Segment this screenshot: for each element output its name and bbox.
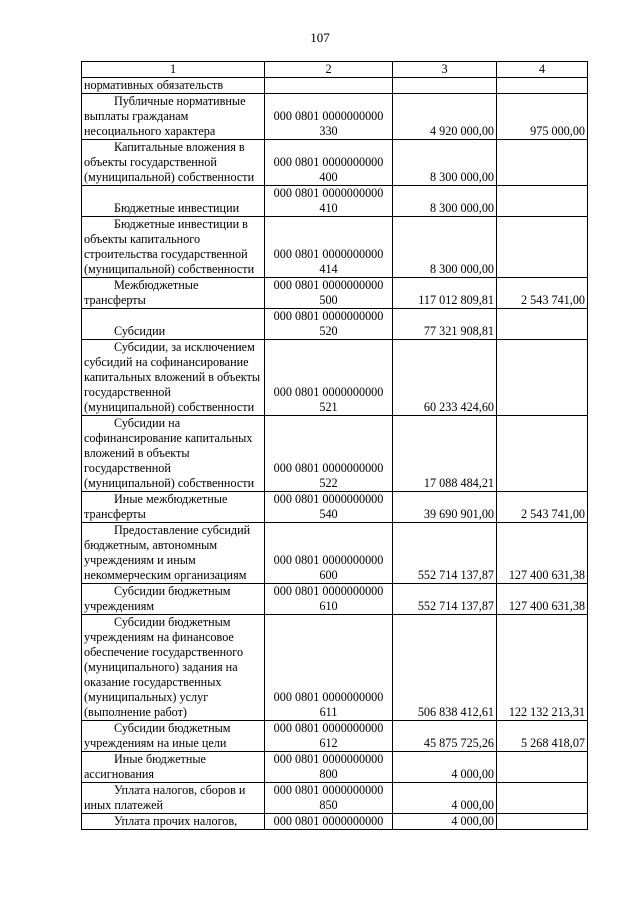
row-code-suffix: 610 xyxy=(319,599,338,613)
table-row xyxy=(82,78,588,94)
table-row xyxy=(82,615,588,721)
row-description-text: Иные бюджетные ассигнования xyxy=(84,752,206,781)
row-code xyxy=(265,492,393,523)
table-row xyxy=(82,340,588,416)
row-amount: 117 012 809,81 xyxy=(393,278,497,309)
row-amount-2: 975 000,00 xyxy=(497,94,588,140)
row-description xyxy=(82,78,265,94)
column-header: 1 xyxy=(82,62,265,78)
row-description-text: Субсидии на софинансирование капитальных вложений в объекты государственной (муниципальной) собственности xyxy=(84,416,255,490)
row-amount: 8 300 000,00 xyxy=(393,140,497,186)
row-code-suffix: 400 xyxy=(319,170,338,184)
table-row xyxy=(82,416,588,492)
row-code xyxy=(265,615,393,721)
row-amount-2: 2 543 741,00 xyxy=(497,492,588,523)
row-amount-2 xyxy=(497,416,588,492)
table-row xyxy=(82,752,588,783)
row-amount-2: 5 268 418,07 xyxy=(497,721,588,752)
row-description-text: Уплата прочих налогов, xyxy=(114,814,238,828)
column-header: 4 xyxy=(497,62,588,78)
row-description xyxy=(82,217,265,278)
row-code xyxy=(265,186,393,217)
row-description xyxy=(82,783,265,814)
row-code xyxy=(265,523,393,584)
row-amount-2 xyxy=(497,78,588,94)
row-code-main: 000 0801 0000000000 xyxy=(273,783,384,797)
table-header-row xyxy=(82,62,588,78)
row-code xyxy=(265,78,393,94)
row-code xyxy=(265,752,393,783)
row-description-text: Субсидии, за исключением субсидий на софинансирование капитальных вложений в объекты государственной (муниципальной) собственности xyxy=(84,340,261,414)
row-amount: 552 714 137,87 xyxy=(393,523,497,584)
row-description-text: Капитальные вложения в объекты государственной (муниципальной) собственности xyxy=(84,140,255,184)
table-row xyxy=(82,783,588,814)
row-description-text: Субсидии бюджетным учреждениям на иные цели xyxy=(84,721,231,750)
row-code-suffix: 600 xyxy=(319,568,338,582)
row-code-main: 000 0801 0000000000 xyxy=(273,309,384,323)
table-row xyxy=(82,814,588,830)
row-description xyxy=(82,584,265,615)
row-description xyxy=(82,615,265,721)
row-code-suffix: 522 xyxy=(319,476,338,490)
row-code-main: 000 0801 0000000000 xyxy=(273,752,384,766)
row-description xyxy=(82,752,265,783)
row-amount: 77 321 908,81 xyxy=(393,309,497,340)
row-code-main: 000 0801 0000000000 xyxy=(273,109,384,123)
row-description xyxy=(82,94,265,140)
row-code-main: 000 0801 0000000000 xyxy=(273,721,384,735)
row-code-main: 000 0801 0000000000 xyxy=(273,461,384,475)
row-description xyxy=(82,186,265,217)
row-description xyxy=(82,523,265,584)
row-amount: 4 000,00 xyxy=(393,814,497,830)
row-description-text: Публичные нормативные выплаты гражданам несоциального характера xyxy=(84,94,246,138)
table-row xyxy=(82,309,588,340)
row-code-main: 000 0801 0000000000 xyxy=(273,690,384,704)
row-amount-2: 127 400 631,38 xyxy=(497,523,588,584)
row-code-main: 000 0801 0000000000 xyxy=(273,385,384,399)
row-amount-2 xyxy=(497,186,588,217)
row-amount xyxy=(393,78,497,94)
row-amount: 552 714 137,87 xyxy=(393,584,497,615)
row-code-suffix: 500 xyxy=(319,293,338,307)
row-amount-2 xyxy=(497,217,588,278)
row-code xyxy=(265,584,393,615)
table-row xyxy=(82,217,588,278)
row-amount: 39 690 901,00 xyxy=(393,492,497,523)
row-code-main: 000 0801 0000000000 xyxy=(273,186,384,200)
row-code-main: 000 0801 0000000000 xyxy=(273,553,384,567)
row-amount-2 xyxy=(497,752,588,783)
table-row xyxy=(82,140,588,186)
row-code-main: 000 0801 0000000000 xyxy=(273,247,384,261)
row-code-suffix: 330 xyxy=(319,124,338,138)
row-description-text: Межбюджетные трансферты xyxy=(84,278,199,307)
row-description-text: Бюджетные инвестиции xyxy=(114,201,240,215)
row-description xyxy=(82,416,265,492)
table-row xyxy=(82,721,588,752)
row-code xyxy=(265,309,393,340)
row-description xyxy=(82,278,265,309)
row-code xyxy=(265,94,393,140)
row-code xyxy=(265,217,393,278)
row-code xyxy=(265,814,393,830)
row-code-suffix: 800 xyxy=(319,767,338,781)
row-code-suffix: 410 xyxy=(319,201,338,215)
row-description xyxy=(82,814,265,830)
row-code xyxy=(265,416,393,492)
column-header: 2 xyxy=(265,62,393,78)
row-amount-2: 127 400 631,38 xyxy=(497,584,588,615)
table-row xyxy=(82,94,588,140)
row-description xyxy=(82,492,265,523)
row-amount: 8 300 000,00 xyxy=(393,186,497,217)
table-row xyxy=(82,278,588,309)
row-description xyxy=(82,721,265,752)
row-description-text: Субсидии xyxy=(114,324,166,338)
row-code-suffix: 540 xyxy=(319,507,338,521)
row-description xyxy=(82,340,265,416)
row-description-text: нормативных обязательств xyxy=(84,78,224,92)
row-code-main: 000 0801 0000000000 xyxy=(273,155,384,169)
row-amount: 4 000,00 xyxy=(393,783,497,814)
row-code-main: 000 0801 0000000000 xyxy=(273,278,384,292)
row-code xyxy=(265,783,393,814)
row-amount-2: 2 543 741,00 xyxy=(497,278,588,309)
table-row xyxy=(82,186,588,217)
row-amount: 4 000,00 xyxy=(393,752,497,783)
row-amount: 4 920 000,00 xyxy=(393,94,497,140)
row-amount-2: 122 132 213,31 xyxy=(497,615,588,721)
row-description-text: Иные межбюджетные трансферты xyxy=(84,492,228,521)
row-amount-2 xyxy=(497,340,588,416)
row-code-main: 000 0801 0000000000 xyxy=(273,584,384,598)
row-amount: 60 233 424,60 xyxy=(393,340,497,416)
row-code-suffix: 611 xyxy=(319,705,338,719)
row-code xyxy=(265,340,393,416)
row-amount-2 xyxy=(497,309,588,340)
row-amount: 17 088 484,21 xyxy=(393,416,497,492)
row-code-suffix: 520 xyxy=(319,324,338,338)
row-code xyxy=(265,278,393,309)
page-number: 107 xyxy=(310,30,330,45)
row-amount-2 xyxy=(497,140,588,186)
row-amount: 506 838 412,61 xyxy=(393,615,497,721)
row-code-main: 000 0801 0000000000 xyxy=(273,814,384,828)
row-code xyxy=(265,721,393,752)
column-header: 3 xyxy=(393,62,497,78)
row-description xyxy=(82,140,265,186)
row-description xyxy=(82,309,265,340)
row-code xyxy=(265,140,393,186)
row-code-main: 000 0801 0000000000 xyxy=(273,492,384,506)
row-description-text: Бюджетные инвестиции в объекты капитального строительства государственной (муниципальной) собственности xyxy=(84,217,255,276)
row-code-suffix: 521 xyxy=(319,400,338,414)
row-code-suffix: 850 xyxy=(319,798,338,812)
row-description-text: Предоставление субсидий бюджетным, автономным учреждениям и иным некоммерческим организациям xyxy=(84,523,251,582)
row-amount-2 xyxy=(497,783,588,814)
budget-table xyxy=(81,61,588,830)
row-code-suffix: 612 xyxy=(319,736,338,750)
row-amount: 8 300 000,00 xyxy=(393,217,497,278)
table-row xyxy=(82,523,588,584)
row-amount: 45 875 725,26 xyxy=(393,721,497,752)
table-row xyxy=(82,492,588,523)
row-description-text: Субсидии бюджетным учреждениям на финансовое обеспечение государственного (муниципального) задания на оказание государственных (муниципальных) услуг (выполнение работ) xyxy=(84,615,244,719)
table-row xyxy=(82,584,588,615)
row-code-suffix: 414 xyxy=(319,262,338,276)
row-amount-2 xyxy=(497,814,588,830)
row-description-text: Уплата налогов, сборов и иных платежей xyxy=(84,783,246,812)
row-description-text: Субсидии бюджетным учреждениям xyxy=(84,584,231,613)
